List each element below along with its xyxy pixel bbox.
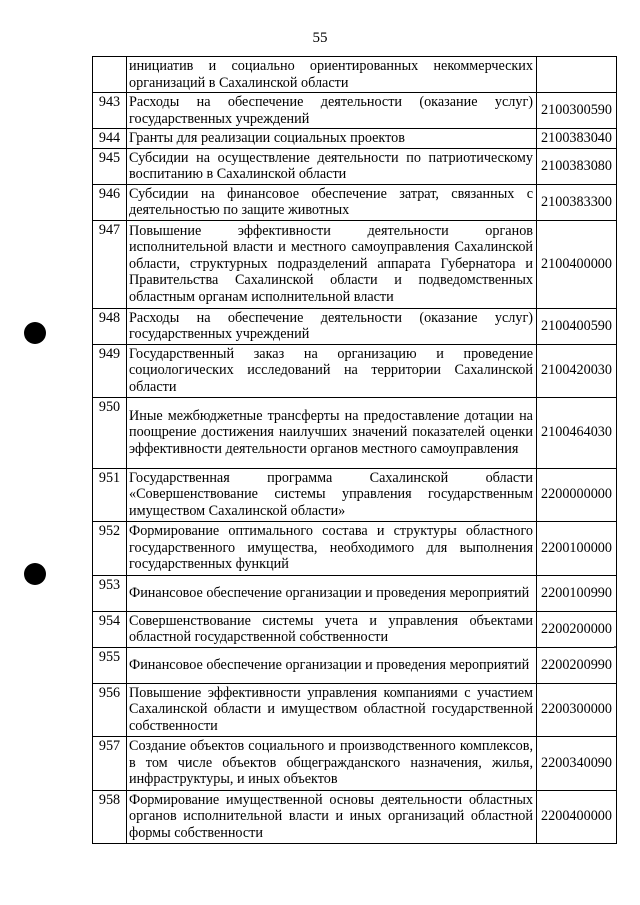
row-code: 2100420030	[537, 344, 617, 397]
row-number: 954	[93, 611, 127, 647]
row-name: инициатив и социально ориентированных некоммерческих организаций в Сахалинской области	[127, 57, 537, 93]
row-code: 2200340090	[537, 736, 617, 790]
row-name: Расходы на обеспечение деятельности (оказание услуг) государственных учреждений	[127, 93, 537, 129]
table-row	[93, 683, 617, 736]
table-row	[93, 575, 617, 611]
row-name: Совершенствование системы учета и управления объектами областной государственной собственности	[127, 611, 537, 647]
row-name: Государственный заказ на организацию и проведение социологических исследований на территории Сахалинской области	[127, 344, 537, 397]
table-row	[93, 611, 617, 647]
row-name: Финансовое обеспечение организации и проведения мероприятий	[127, 647, 537, 683]
table-row	[93, 344, 617, 397]
row-name: Повышение эффективности управления компаниями с участием Сахалинской области и имуществом областной государственной собственности	[127, 683, 537, 736]
row-number: 945	[93, 148, 127, 184]
row-number: 951	[93, 468, 127, 521]
table-row	[93, 129, 617, 149]
row-code: 2200100000	[537, 521, 617, 575]
row-name: Субсидии на осуществление деятельности по патриотическому воспитанию в Сахалинской области	[127, 148, 537, 184]
row-code: 2100400000	[537, 220, 617, 308]
row-number: 957	[93, 736, 127, 790]
row-code	[537, 57, 617, 93]
row-code: 2100464030	[537, 397, 617, 468]
table-row	[93, 308, 617, 344]
binder-hole	[24, 322, 46, 344]
row-number: 950	[93, 397, 127, 468]
row-code: 2200200000	[537, 611, 617, 647]
row-number: 947	[93, 220, 127, 308]
table-row	[93, 148, 617, 184]
row-code: 2200400000	[537, 790, 617, 843]
budget-classification-table	[92, 56, 617, 844]
table-row	[93, 57, 617, 93]
row-number: 953	[93, 575, 127, 611]
table-row	[93, 736, 617, 790]
row-code: 2100383040	[537, 129, 617, 149]
row-number: 948	[93, 308, 127, 344]
row-number: 955	[93, 647, 127, 683]
row-number: 946	[93, 184, 127, 220]
row-name: Расходы на обеспечение деятельности (оказание услуг) государственных учреждений	[127, 308, 537, 344]
row-number: 943	[93, 93, 127, 129]
row-name: Государственная программа Сахалинской области «Совершенствование системы управления государственным имуществом Сахалинской области»	[127, 468, 537, 521]
row-number	[93, 57, 127, 93]
row-name: Создание объектов социального и производственного комплексов, в том числе объектов общегражданского назначения, жилья, инфраструктуры, и иных объектов	[127, 736, 537, 790]
row-code: 2100383080	[537, 148, 617, 184]
row-name: Гранты для реализации социальных проектов	[127, 129, 537, 149]
row-name: Иные межбюджетные трансферты на предоставление дотации на поощрение достижения наилучших значений показателей оценки эффективности деятельности органов местного самоуправления	[127, 397, 537, 468]
table-row	[93, 468, 617, 521]
row-name: Повышение эффективности деятельности органов исполнительной власти и местного самоуправления Сахалинской области, структурных подразделений аппарата Губернатора и Правительства Сахалинской области и подведомственных областным органам исполнительной власти	[127, 220, 537, 308]
row-name: Финансовое обеспечение организации и проведения мероприятий	[127, 575, 537, 611]
row-code: 2200300000	[537, 683, 617, 736]
row-code: 2100400590	[537, 308, 617, 344]
row-code: 2200100990	[537, 575, 617, 611]
table-row	[93, 647, 617, 683]
table-row	[93, 93, 617, 129]
row-number: 944	[93, 129, 127, 149]
table-row	[93, 397, 617, 468]
scan-speck	[614, 646, 616, 648]
row-name: Формирование оптимального состава и структуры областного государственного имущества, необходимого для выполнения государственных функций	[127, 521, 537, 575]
table-row	[93, 790, 617, 843]
row-number: 956	[93, 683, 127, 736]
table-body	[93, 57, 617, 844]
row-name: Субсидии на финансовое обеспечение затрат, связанных с деятельностью по защите животных	[127, 184, 537, 220]
table-row	[93, 220, 617, 308]
row-code: 2200000000	[537, 468, 617, 521]
row-code: 2200200990	[537, 647, 617, 683]
row-number: 952	[93, 521, 127, 575]
row-code: 2100300590	[537, 93, 617, 129]
binder-hole	[24, 563, 46, 585]
row-number: 958	[93, 790, 127, 843]
table-row	[93, 184, 617, 220]
row-number: 949	[93, 344, 127, 397]
row-code: 2100383300	[537, 184, 617, 220]
page-number: 55	[312, 30, 328, 46]
table-row	[93, 521, 617, 575]
row-name: Формирование имущественной основы деятельности областных органов исполнительной власти и иных организаций областной формы собственности	[127, 790, 537, 843]
